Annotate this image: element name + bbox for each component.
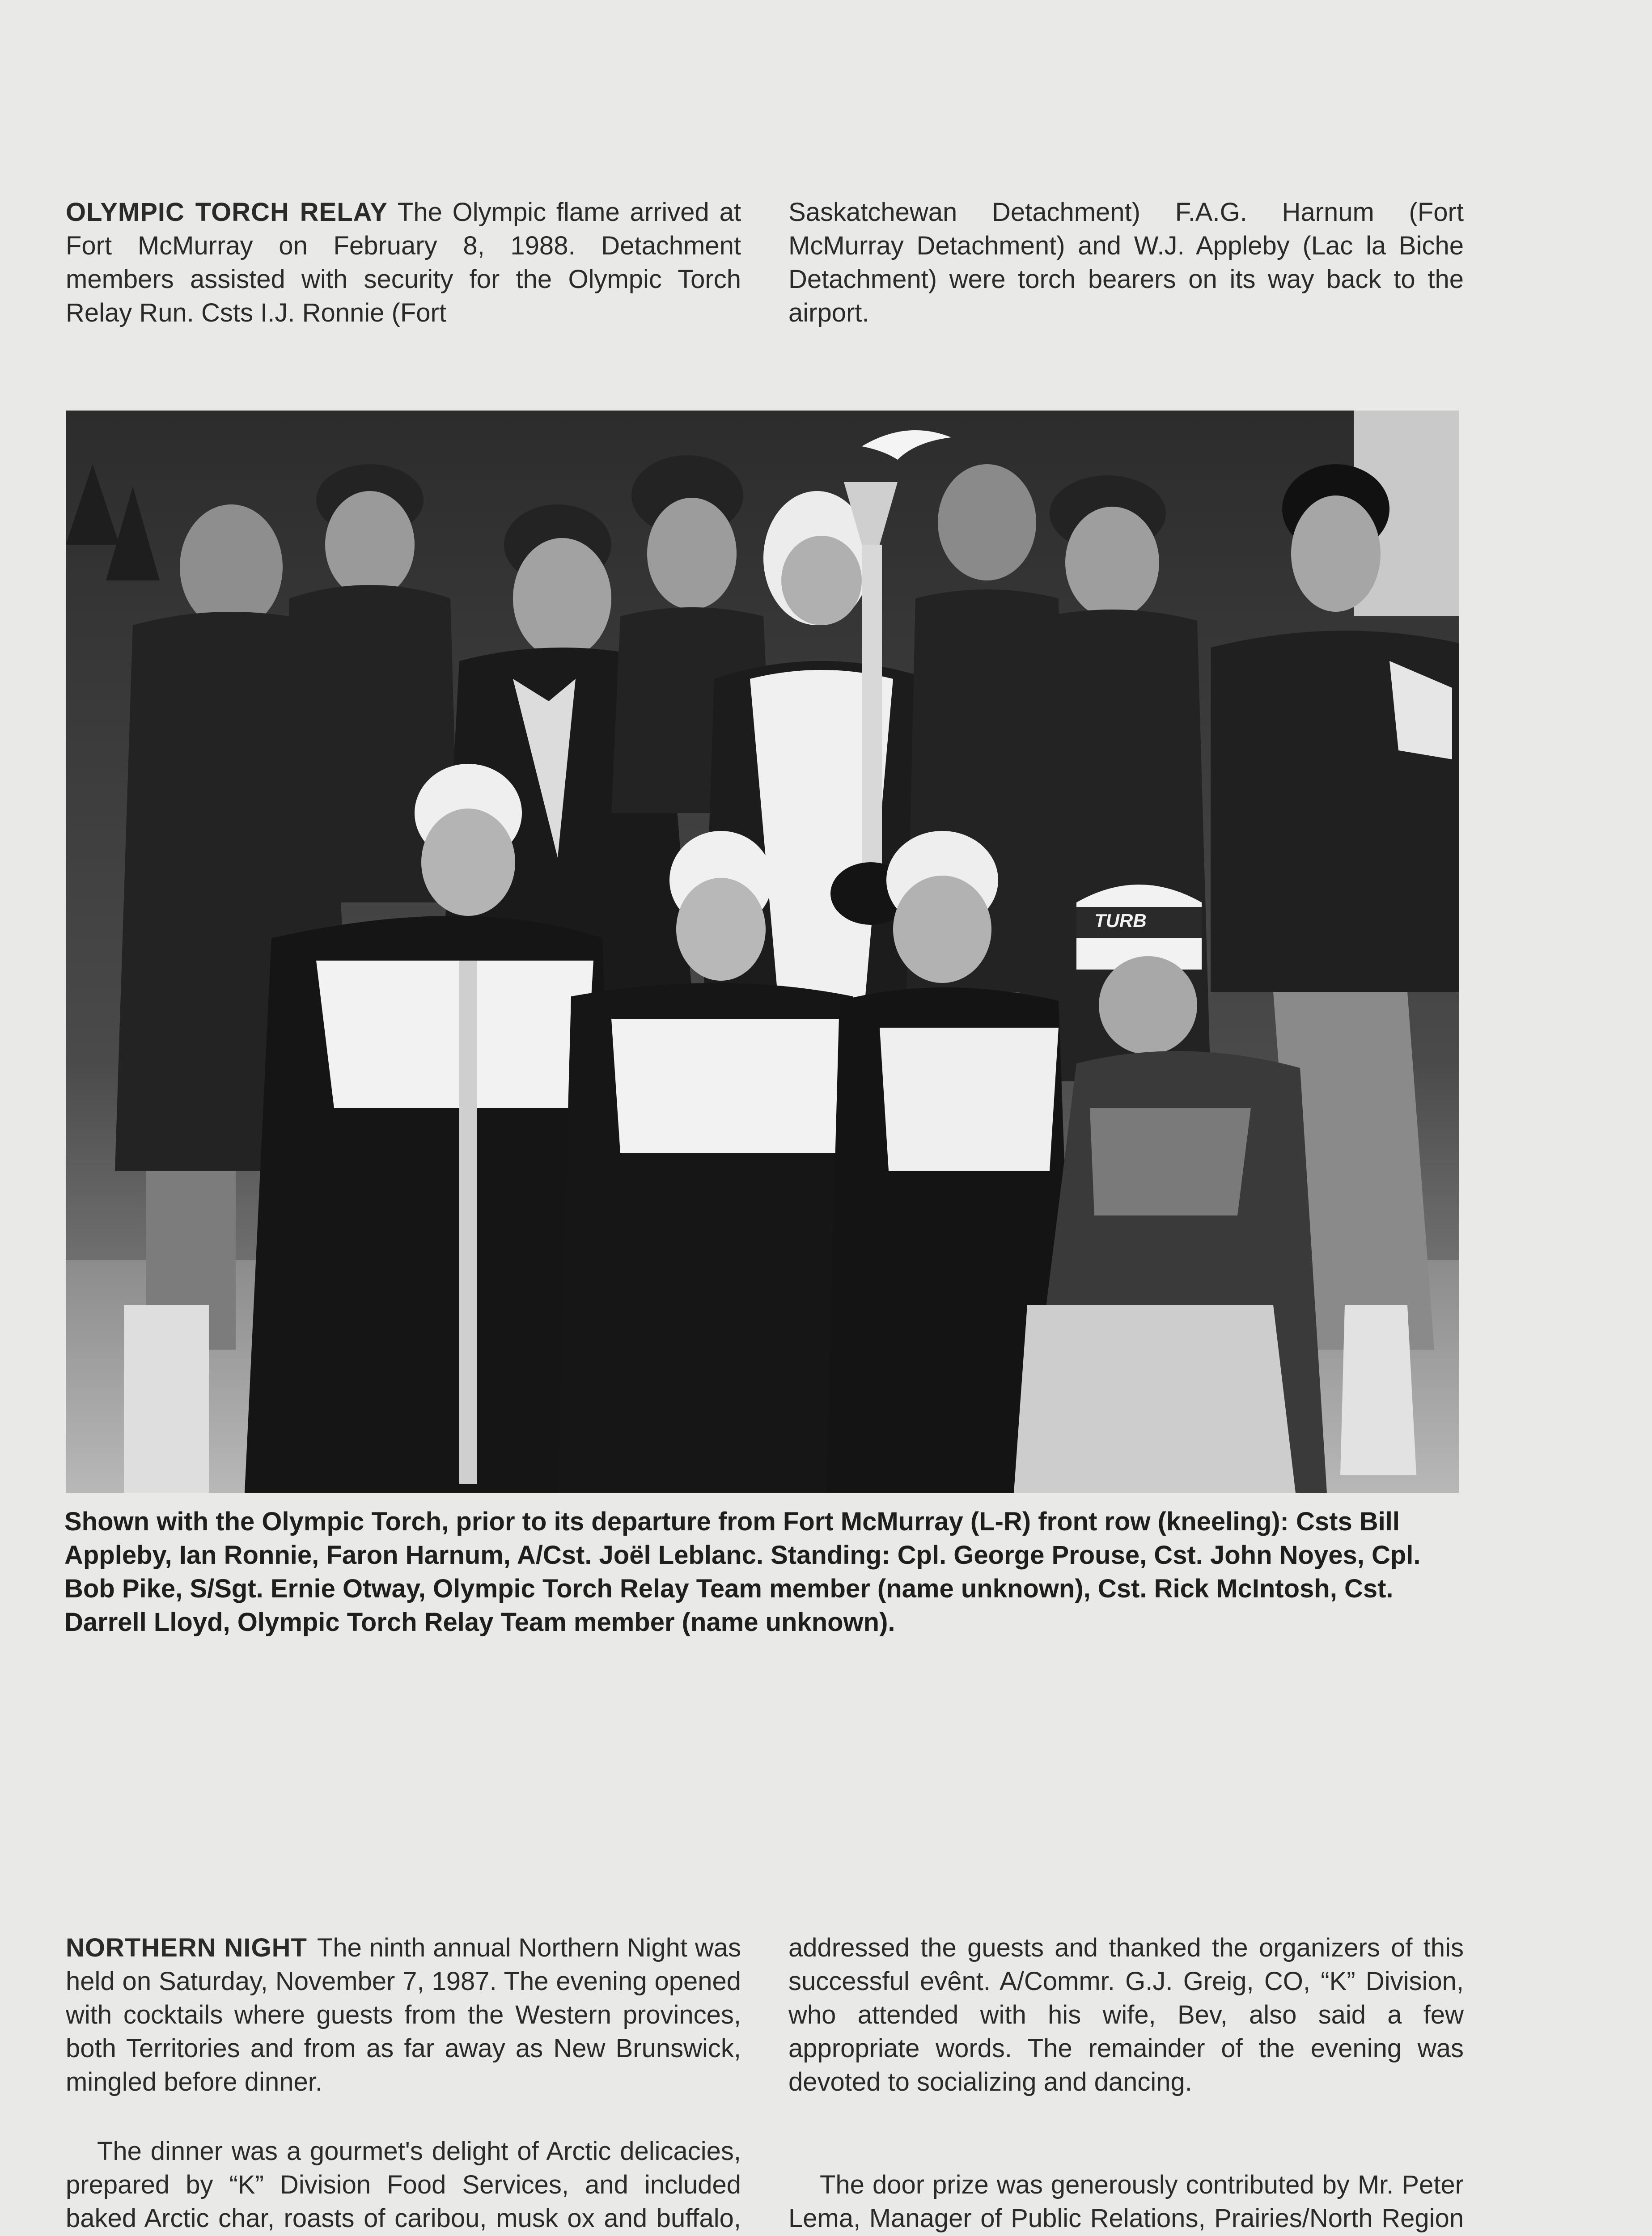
torch-article-text-col2: Saskatchewan Detachment) F.A.G. Harnum (Fort McMurray Detachment) and W.J. Appleby (Lac la Biche Detachment) were torch bearers on its way back to the airport. [788, 198, 1464, 327]
northern-article-col1-p1: The ninth annual Northern Night was held on Saturday, November 7, 1987. The evening opened with cocktails where guests from the Western provinces, both Territories and from as far away as New Brunswick, mingled before dinner. [66, 1933, 741, 2096]
northern-article-col2-p2: The door prize was generously contributed by Mr. Peter Lema, Manager of Public Relations, Prairies/North Region [788, 2170, 1464, 2233]
northern-article-col1-p2: The dinner was a gourmet's delight of Arctic delicacies, prepared by “K” Division Food Services, and included baked Arctic char, roasts of caribou, musk ox and buffalo, [66, 2137, 741, 2233]
group-photo [66, 411, 1459, 1493]
torch-article-col2 [788, 195, 1464, 330]
northern-article-col1 [66, 1931, 741, 2236]
northern-article-paragraph-1 [66, 1931, 741, 2099]
torch-article-paragraph [66, 195, 741, 330]
torch-article-text-col1: The Olympic flame arrived at Fort McMurray on February 8, 1988. Detachment members assisted with security for the Olympic Torch Relay Run. Csts I.J. Ronnie (Fort [66, 198, 741, 327]
photo-caption: Shown with the Olympic Torch, prior to its departure from Fort McMurray (L-R) front row (kneeling): Csts Bill Appleby, Ian Ronnie, Faron Harnum, A/Cst. Joël Leblanc. Standing: Cpl. George Prouse, Cst. John Noyes, Cpl. Bob Pike, S/Sgt. Ernie Otway, Olympic Torch Relay Team member (name unknown), Cst. Rick McIntosh, Cst. Darrell Lloyd, Olympic Torch Relay Team member (name unknown). [64, 1507, 1421, 1637]
torch-article-col1 [66, 195, 741, 330]
northern-article-col2 [788, 1931, 1464, 2236]
toque-logo-text: TURB [1094, 910, 1147, 931]
group-photo-image [66, 411, 1459, 1493]
torch-article-heading: OLYMPIC TORCH RELAY [66, 198, 388, 227]
northern-article-heading: NORTHERN NIGHT [66, 1933, 307, 1962]
northern-article-col2-p1: addressed the guests and thanked the organizers of this successful evênt. A/Commr. G.J. Greig, CO, “K” Division, who attended with his wife, Bev, also said a few appropriate words. The remainder of the evening was devoted to socializing and dancing. [788, 1933, 1464, 2096]
